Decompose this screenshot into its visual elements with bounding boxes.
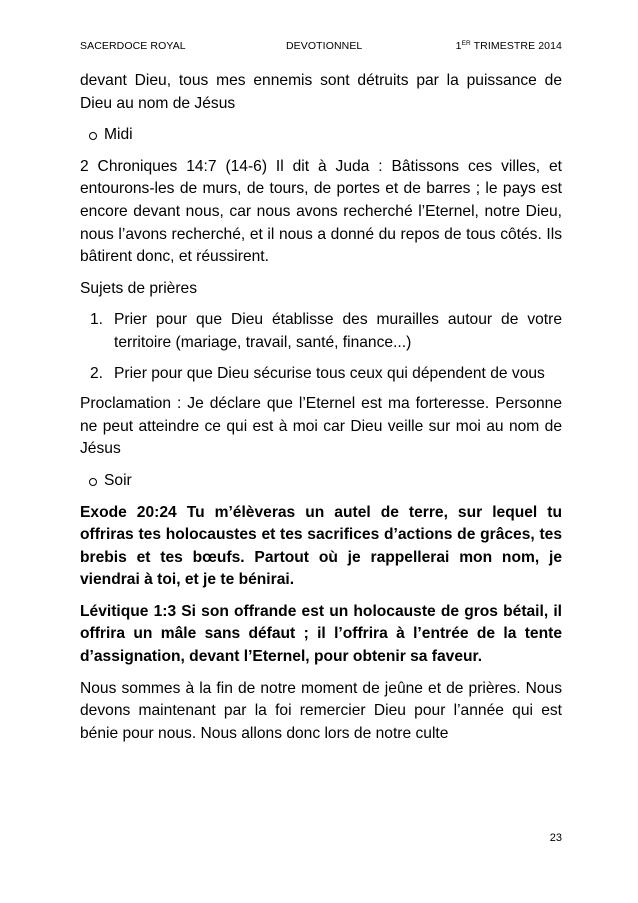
prayer-item-number: 2. — [90, 364, 104, 382]
page-header — [80, 40, 562, 56]
header-right — [456, 40, 562, 52]
prayer-item-text: Prier pour que Dieu sécurise tous ceux qui dépendent de vous — [114, 364, 545, 382]
bullet-circle-icon — [89, 478, 97, 486]
prayer-item-1 — [80, 309, 562, 354]
paragraph-exode: Exode 20:24 Tu m’élèveras un autel de terre, sur lequel tu offriras tes holocaustes et tes sacrifices d’actions de grâces, tes brebis et tes bœufs. Partout où je rappellerai mon nom, je viendrai à toi, et je te bénirai. — [80, 503, 562, 589]
header-center: DEVOTIONNEL — [286, 40, 363, 52]
bullet-midi-label: Midi — [104, 126, 133, 144]
bullet-soir-label: Soir — [104, 471, 132, 489]
paragraph-chroniques: 2 Chroniques 14:7 (14-6) Il dit à Juda : Bâtissons ces villes, et entourons-les de murs, de tours, de portes et de barres ; le pays est encore devant nous, car nous avons recherché l’Eternel, notre Dieu, nous l’avons recherché, et il nous a donné du repos de tous côtés. Ils bâtirent donc, et réussirent. — [80, 157, 562, 266]
header-right-number: 1 — [455, 40, 462, 52]
prayer-item-number: 1. — [90, 311, 104, 329]
paragraph-levitique: Lévitique 1:3 Si son offrande est un holocauste de gros bétail, il offrira un mâle sans défaut ; il l’offrira à l’entrée de la tente d’assignation, devant l’Eternel, pour obtenir sa faveur. — [80, 602, 562, 666]
prayer-item-text: Prier pour que Dieu établisse des murailles autour de votre territoire (mariage, travail, santé, finance...) — [114, 311, 562, 351]
paragraph-proclamation: Proclamation : Je déclare que l’Eternel est ma forteresse. Personne ne peut atteindre ce qui est à moi car Dieu veille sur moi au nom de Jésus — [80, 395, 562, 458]
bullet-midi — [80, 124, 562, 147]
prayer-item-2 — [80, 363, 562, 386]
paragraph-final: Nous sommes à la fin de notre moment de jeûne et de prières. Nous devons maintenant par la foi remercier Dieu pour l’année qui est bénie pour nous. Nous allons donc lors de notre culte — [80, 679, 562, 742]
bullet-circle-icon — [89, 132, 97, 140]
bullet-soir — [80, 470, 562, 493]
header-left: SACERDOCE ROYAL — [80, 40, 186, 52]
header-right-text: TRIMESTRE 2014 — [470, 40, 562, 52]
header-right-superscript: ER — [461, 40, 471, 47]
page-number: 23 — [549, 832, 562, 844]
sujets-title: Sujets de prières — [80, 279, 198, 297]
paragraph-intro: devant Dieu, tous mes ennemis sont détruits par la puissance de Dieu au nom de Jésus — [80, 72, 562, 112]
page-content — [80, 70, 562, 754]
